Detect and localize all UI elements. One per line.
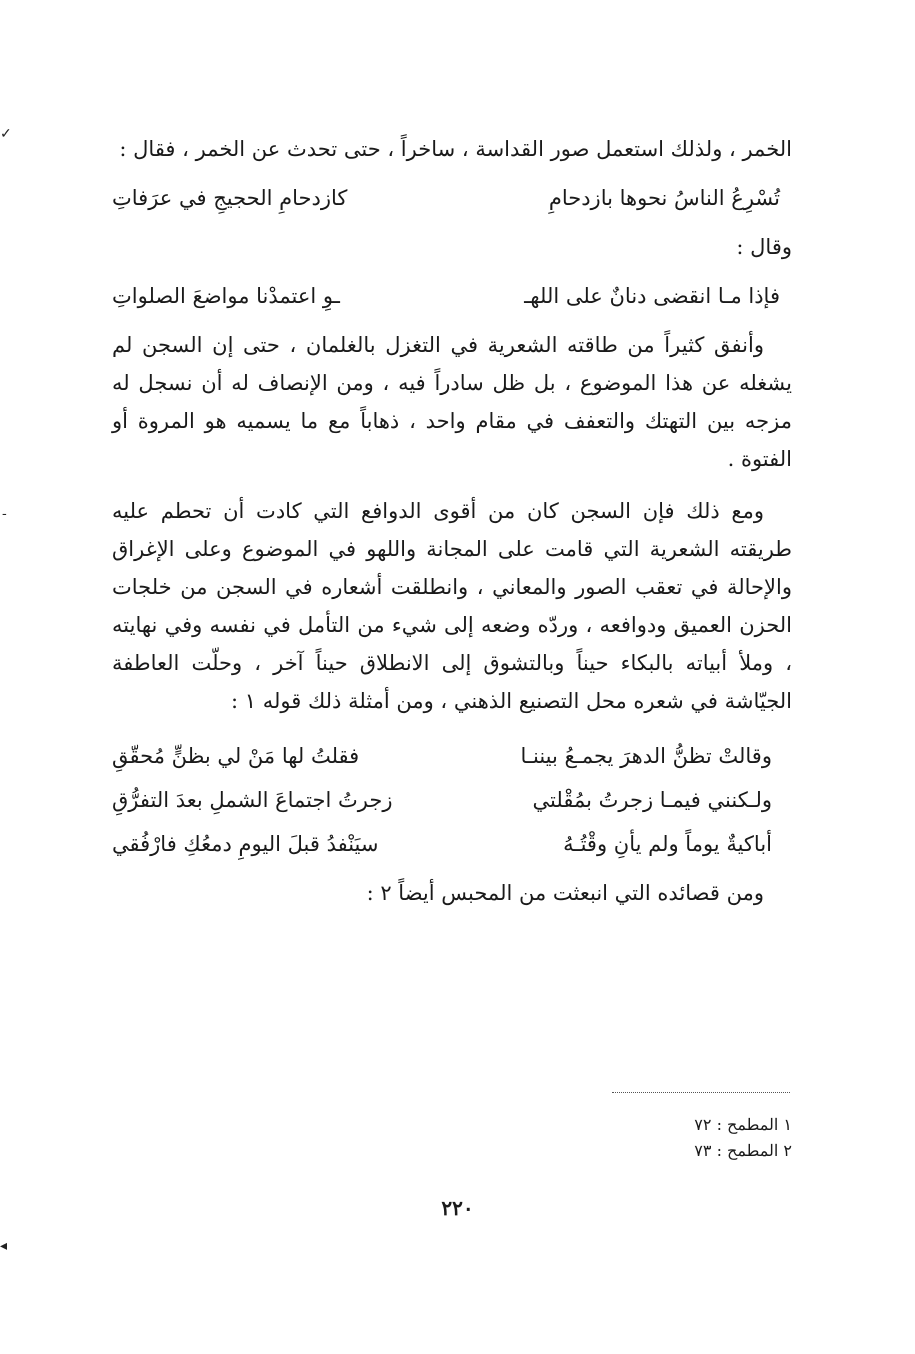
intro-paragraph: الخمر ، ولذلك استعمل صور القداسة ، ساخراً ، حتى تحدث عن الخمر ، فقال : bbox=[119, 137, 792, 161]
verse-first-hemistich: تُسْرِعُ الناسُ نحوها بازدحامِ bbox=[548, 186, 780, 210]
verse-line bbox=[112, 734, 792, 778]
verse-second-hemistich: فقلتُ لها مَنْ لي بظنٍّ مُحقّقِ bbox=[112, 744, 360, 768]
footnote: ٢ المطمح : ٧٣ bbox=[694, 1141, 792, 1160]
body-paragraph: وأنفق كثيراً من طاقته الشعرية في التغزل بالغلمان ، حتى إن السجن لم يشغله عن هذا الموضوع ، بل ظل سادراً فيه ، ومن الإنصاف له أن نسجل له مزجه بين التهتك والتعفف في مقام واحد ، ذهاباً مع ما يسميه هو المروة أو الفتوة . bbox=[112, 333, 792, 471]
footnotes bbox=[560, 1112, 792, 1164]
verse-second-hemistich: زجرتُ اجتماعَ الشملِ بعدَ التفرُّقِ bbox=[112, 788, 393, 812]
verse-block-1 bbox=[112, 176, 792, 220]
footnote: ١ المطمح : ٧٢ bbox=[694, 1115, 792, 1134]
verse-line bbox=[112, 778, 792, 822]
body-paragraph: ومن قصائده التي انبعثت من المحبس أيضاً ٢ : bbox=[366, 881, 764, 905]
body-paragraph: ومع ذلك فإن السجن كان من أقوى الدوافع التي كادت أن تحطم عليه طريقته الشعرية التي قامت على المجانة واللهو في الموضوع وعلى الإغراق والإحالة في تعقب الصور والمعاني ، وانطلقت أشعاره في السجن من خلجات الحزن العميق ودوافعه ، وردّه وضعه إلى شيء من التأمل في نفسه وفي نهايته ، وملأ أبياته بالبكاء حيناً وبالتشوق إلى الانطلاق حيناً آخر ، وحلّت العاطفة الجيّاشة في شعره محل التصنيع الذهني ، ومن أمثلة ذلك قوله ١ : bbox=[112, 499, 792, 713]
verse-second-hemistich: سيَنْفدُ قبلَ اليومِ دمعُكِ فارْفُقي bbox=[112, 832, 379, 856]
verse-first-hemistich: ولـكنني فيمـا زجرتُ بمُقْلتي bbox=[532, 788, 772, 812]
verse-first-hemistich: وقالتْ تظنُّ الدهرَ يجمـعُ بيننـا bbox=[520, 744, 772, 768]
verse-first-hemistich: فإذا مـا انقضى دنانٌ على اللهـ bbox=[524, 284, 780, 308]
verse-second-hemistich: ـوِ اعتمدْنا مواضعَ الصلواتِ bbox=[112, 284, 340, 308]
verse-line bbox=[112, 176, 792, 220]
margin-mark: ✓ bbox=[0, 126, 12, 142]
poem-block bbox=[112, 734, 792, 866]
verse-block-2 bbox=[112, 274, 792, 318]
margin-mark: - bbox=[2, 506, 7, 522]
verse-line bbox=[112, 274, 792, 318]
page-number: ٢٢٠ bbox=[441, 1196, 474, 1220]
page-body bbox=[112, 130, 792, 926]
footnote-divider bbox=[612, 1092, 790, 1093]
verse-line bbox=[112, 822, 792, 866]
margin-mark: ◂ bbox=[0, 1238, 8, 1254]
said-line: وقال : bbox=[736, 235, 792, 259]
verse-second-hemistich: كازدحامِ الحجيجِ في عرَفاتِ bbox=[112, 186, 348, 210]
verse-first-hemistich: أباكيةٌ يوماً ولم يأنِ وقْتُـهُ bbox=[563, 832, 772, 856]
